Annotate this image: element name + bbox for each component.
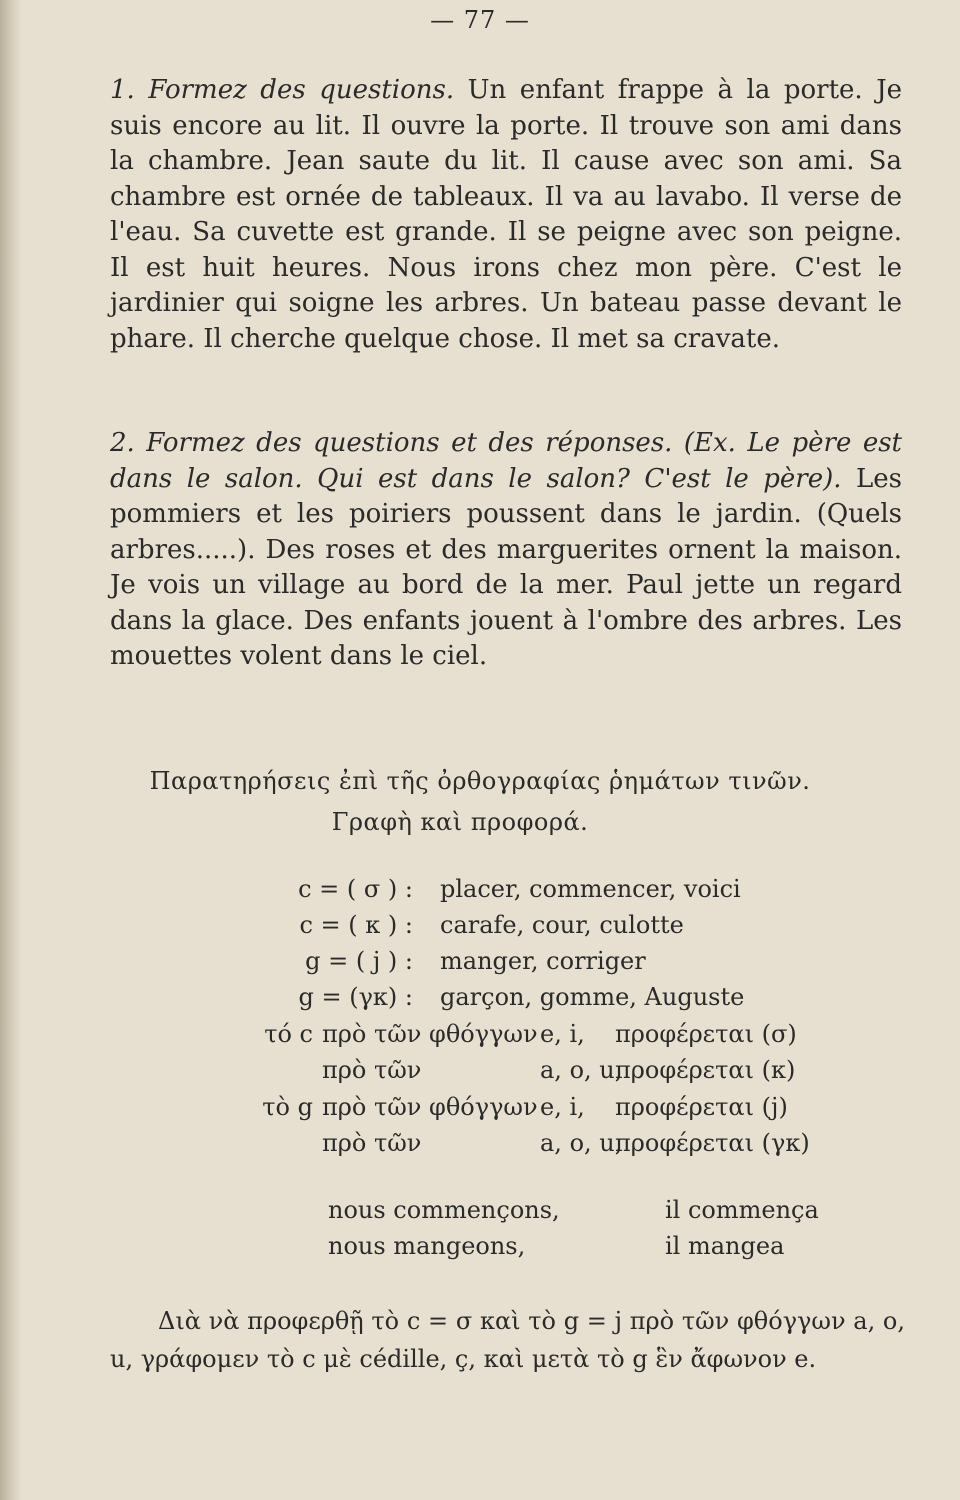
conjugation-plural: nous commençons, (328, 1196, 560, 1224)
rule-equation: g = ( j ) : (305, 947, 413, 975)
exercise-1-number: 1. (110, 75, 135, 105)
pronunciation-context: πρὸ τῶν φθόγγων (322, 1020, 538, 1048)
conjugation-past: il commença (665, 1196, 819, 1224)
page-binding-edge (0, 0, 22, 1500)
page-number: — 77 — (430, 6, 530, 34)
rule-examples: garçon, gomme, Auguste (440, 983, 745, 1011)
rule-equation: g = (γκ) : (298, 983, 413, 1011)
pronunciation-vowels: e, i, (540, 1020, 585, 1048)
pronunciation-context: πρὸ τῶν (322, 1129, 422, 1157)
rule-examples: carafe, cour, culotte (440, 911, 684, 939)
pronunciation-result: προφέρεται (j) (615, 1093, 788, 1121)
pronunciation-context: πρὸ τῶν φθόγγων (322, 1093, 538, 1121)
rule-examples: placer, commencer, voici (440, 875, 741, 903)
exercise-2 (110, 426, 902, 675)
pronunciation-result: προφέρεται (σ) (615, 1020, 797, 1048)
rule-examples: manger, corriger (440, 947, 646, 975)
exercise-1-title: Formez des questions. (148, 75, 455, 105)
exercise-2-title: Formez des questions et des réponses. (Ex. Le père est dans le salon. Qui est dans le salon? C'est le père). (110, 428, 902, 494)
exercise-2-number: 2. (110, 428, 135, 458)
exercise-1 (110, 73, 902, 357)
conjugation-past: il mangea (665, 1232, 785, 1260)
pronunciation-letter: τό c (264, 1020, 313, 1048)
conjugation-plural: nous mangeons, (328, 1232, 526, 1260)
spelling-note (110, 1302, 905, 1378)
pronunciation-vowels: a, o, u, (540, 1129, 623, 1157)
pronunciation-letter: τὸ g (262, 1093, 313, 1121)
spelling-note-text: Διὰ νὰ προφερθῇ τὸ c = σ καὶ τὸ g = j πρὸ τῶν φθόγγων a, o, u, γράφομεν τὸ c μὲ cédille, ç, καὶ μετὰ τὸ g ἓν ἄφωνον e. (110, 1307, 905, 1373)
exercise-2-text: Les pommiers et les poiriers poussent dans le jardin. (Quels arbres.....). Des roses et des marguerites ornent la maison. Je vois un village au bord de la mer. Paul jette un regard dans la glace. Des enfants jouent à l'ombre des arbres. Les mouettes volent dans le ciel. (110, 463, 902, 671)
pronunciation-context: πρὸ τῶν (322, 1056, 422, 1084)
pronunciation-vowels: e, i, (540, 1093, 585, 1121)
rule-equation: c = ( σ ) : (298, 875, 413, 903)
section-subheading: Γραφὴ καὶ προφορά. (331, 808, 589, 836)
exercise-1-text: Un enfant frappe à la porte. Je suis encore au lit. Il ouvre la porte. Il trouve son ami dans la chambre. Jean saute du lit. Il cause avec son ami. Sa chambre est ornée de tableaux. Il va au lavabo. Il verse de l'eau. Sa cuvette est grande. Il se peigne avec son peigne. Il est huit heures. Nous irons chez mon père. C'est le jardinier qui soigne les arbres. Un bateau passe devant le phare. Il cherche quelque chose. Il met sa cravate. (110, 75, 903, 354)
pronunciation-vowels: a, o, u, (540, 1056, 623, 1084)
section-heading: Παρατηρήσεις ἐπὶ τῆς ὀρθογραφίας ῥημάτων τινῶν. (149, 767, 811, 795)
rule-equation: c = ( κ ) : (299, 911, 413, 939)
pronunciation-result: προφέρεται (γκ) (615, 1129, 810, 1157)
pronunciation-result: προφέρεται (κ) (615, 1056, 796, 1084)
